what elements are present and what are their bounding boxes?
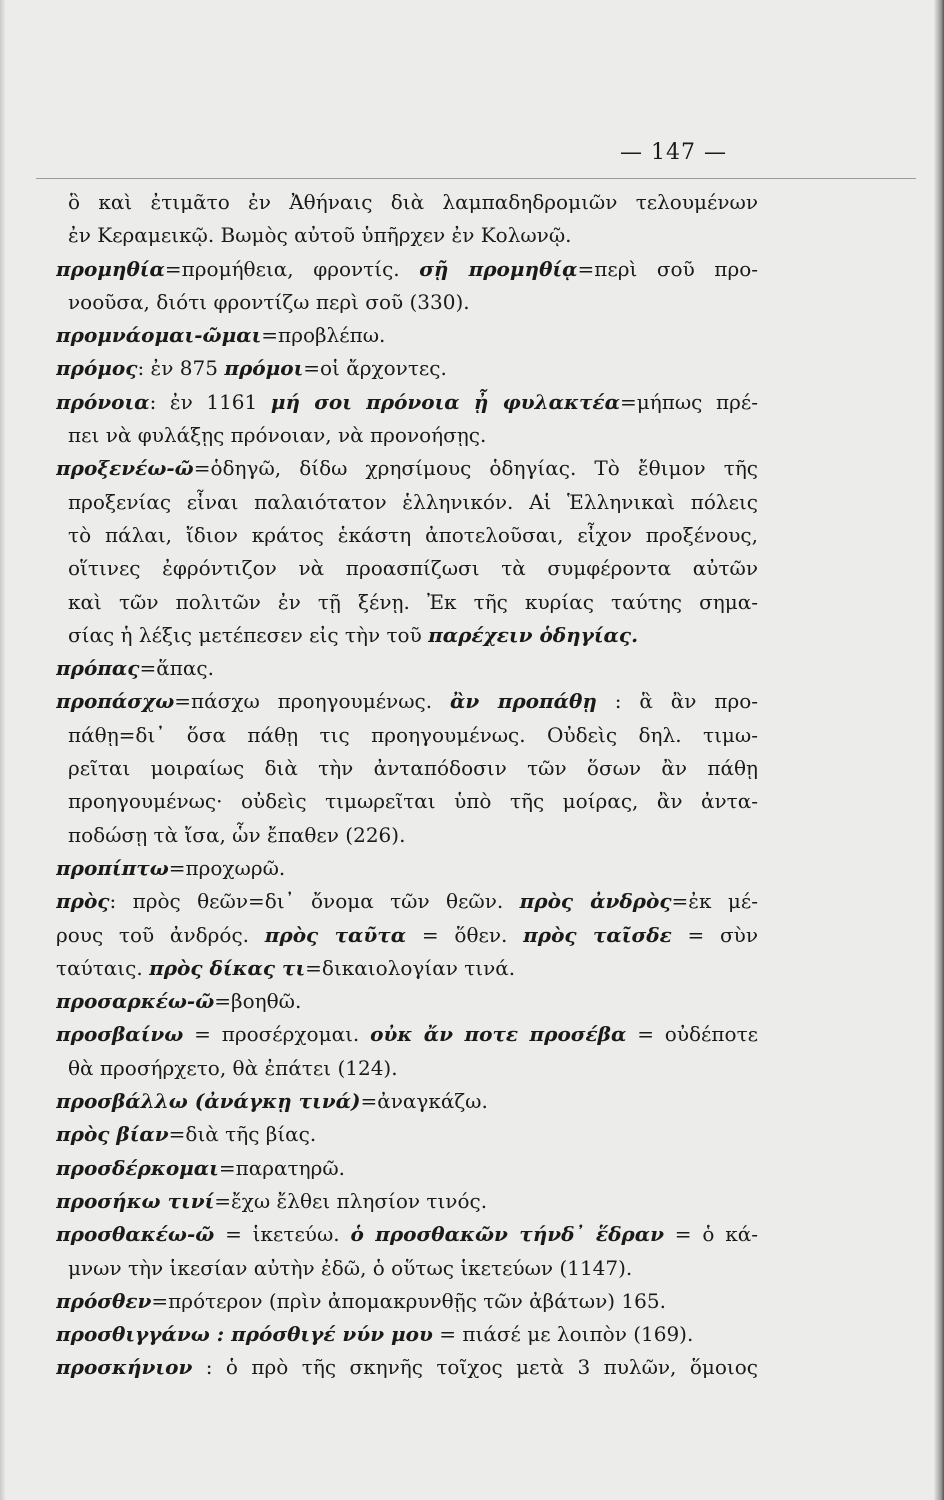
gloss-text: =ἅπας. — [139, 656, 214, 681]
headword: σῇ προμηθίᾳ — [419, 256, 578, 281]
gloss-text: =οἱ ἄρχοντες. — [303, 356, 447, 381]
text-line — [56, 652, 758, 685]
gloss-text: = οὐδέποτε — [626, 1022, 758, 1047]
headword: προσήκω τινί — [56, 1188, 215, 1213]
gloss-text: =προβλέπω. — [261, 323, 386, 348]
gloss-text: ταύταις. — [56, 955, 150, 980]
gloss-text: θὰ προσήρχετο, θὰ ἐπάτει (124). — [68, 1055, 398, 1080]
text-line — [56, 552, 758, 585]
headword: πρὸς βίαν — [56, 1122, 169, 1147]
headword: πρὸς — [56, 889, 110, 914]
gloss-text: : ἐν 875 — [137, 356, 225, 381]
text-line — [56, 852, 758, 885]
text-line — [56, 1052, 758, 1085]
text-line — [56, 985, 758, 1018]
gloss-text: =ἀναγκάζω. — [360, 1089, 488, 1114]
gloss-text: ἐν Κεραμεικῷ. Βωμὸς αὐτοῦ ὑπῆρχεν ἐν Κολωνῷ. — [68, 223, 572, 248]
gloss-text: πάθῃ=δι᾽ ὅσα πάθῃ τις προηγουμένως. Οὐδεὶς δηλ. τιμω- — [68, 722, 758, 747]
gloss-text: =διὰ τῆς βίας. — [168, 1122, 317, 1147]
gloss-text: ποδώσῃ τὰ ἴσα, ὧν ἔπαθεν (226). — [68, 822, 406, 847]
headword: προσθιγγάνω : πρόσθιγέ νύν μου — [56, 1322, 433, 1347]
text-line — [56, 619, 758, 652]
text-line — [56, 519, 758, 552]
text-line — [56, 352, 758, 385]
text-line — [56, 319, 758, 352]
gloss-text: πει νὰ φυλάξῃς πρόνοιαν, νὰ προνοήσῃς. — [68, 423, 487, 448]
text-line — [56, 1118, 758, 1151]
gloss-text: οἵτινες ἐφρόντιζον νὰ προασπίζωσι τὰ συμφέροντα αὐτῶν — [68, 556, 758, 581]
headword: ἂν προπάθῃ — [449, 689, 597, 714]
headword: πρὸς ταῦτα — [264, 922, 407, 947]
gloss-text: =περὶ σοῦ προ- — [577, 256, 758, 281]
headword: μή σοι πρόνοια ᾖ φυλακτέα — [270, 389, 620, 414]
gloss-text: =προμήθεια, φροντίς. — [164, 256, 420, 281]
text-line — [56, 719, 758, 752]
gloss-text: =μήπως πρέ- — [619, 389, 758, 414]
text-line — [56, 1351, 758, 1384]
text-line — [56, 752, 758, 785]
gloss-text: =πρότερον (πρὶν ἀπομακρυνθῇς τῶν ἀβάτων) 165. — [151, 1288, 666, 1313]
gloss-text: : ἃ ἂν προ- — [596, 689, 758, 714]
gloss-text: =δικαιολογίαν τινά. — [305, 955, 516, 980]
headword: πρὸς ταῖσδε — [523, 922, 672, 947]
gloss-text: =παρατηρῶ. — [218, 1155, 346, 1180]
text-line — [56, 1218, 758, 1251]
headword: ὁ προσθακῶν τήνδ᾽ ἕδραν — [350, 1222, 664, 1247]
gloss-text: ὃ καὶ ἐτιμᾶτο ἐν Ἀθήναις διὰ λαμπαδηδρομιῶν τελουμένων — [68, 190, 758, 214]
headword: πρόσθεν — [56, 1288, 152, 1313]
text-line — [56, 586, 758, 619]
text-line — [56, 186, 758, 219]
headword: πρόμοι — [224, 356, 304, 381]
gloss-text: = σὺν — [671, 922, 758, 947]
text-line — [56, 819, 758, 852]
headword: παρέχειν ὁδηγίας. — [428, 622, 639, 647]
gloss-text: ρεῖται μοιραίως διὰ τὴν ἀνταπόδοσιν τῶν ὅσων ἂν πάθῃ — [68, 756, 758, 781]
headword: πρὸς δίκας τι — [149, 955, 306, 980]
text-line — [56, 286, 758, 319]
gloss-text: νοοῦσα, διότι φροντίζω περὶ σοῦ (330). — [68, 289, 470, 314]
headword: προσβάλλω (ἀνάγκῃ τινά) — [56, 1089, 361, 1114]
text-line — [56, 1318, 758, 1351]
gloss-text: = προσέρχομαι. — [183, 1022, 371, 1047]
gloss-text: = ἱκετεύω. — [214, 1222, 351, 1247]
header-rule — [36, 178, 916, 179]
text-line — [56, 452, 758, 485]
gloss-text: προηγουμένως· οὐδεὶς τιμωρεῖται ὑπὸ τῆς μοίρας, ἂν ἀντα- — [68, 789, 758, 814]
gloss-text: = ὁ κά- — [664, 1222, 758, 1247]
gloss-text: μνων τὴν ἱκεσίαν αὐτὴν ἐδῶ, ὁ οὕτως ἱκετεύων (1147). — [68, 1255, 633, 1280]
headword: προσθακέω-ῶ — [56, 1222, 215, 1247]
text-line — [56, 486, 758, 519]
glossary-text — [56, 186, 758, 1385]
headword: πρὸς ἀνδρὸς — [519, 889, 672, 914]
headword: πρόπας — [56, 656, 140, 681]
headword: προμνάομαι-ῶμαι — [56, 323, 262, 348]
text-line — [56, 253, 758, 286]
page-left-shadow — [0, 0, 6, 1500]
headword: πρόνοια — [56, 389, 150, 414]
text-line — [56, 1252, 758, 1285]
gloss-text: =ὁδηγῶ, δίδω χρησίμους ὁδηγίας. Τὸ ἔθιμον τῆς — [193, 456, 758, 481]
headword: προπίπτω — [56, 855, 169, 880]
headword: πρόμος — [56, 356, 138, 381]
text-line — [56, 1085, 758, 1118]
page-right-edge — [934, 0, 944, 1500]
text-line — [56, 885, 758, 918]
gloss-text: καὶ τῶν πολιτῶν ἐν τῇ ξένῃ. Ἐκ τῆς κυρίας ταύτης σημα- — [68, 589, 758, 614]
gloss-text: προξενίας εἶναι παλαιότατον ἑλληνικόν. Αἱ Ἑλληνικαὶ πόλεις — [68, 489, 758, 514]
text-line — [56, 952, 758, 985]
text-line — [56, 419, 758, 452]
headword: προσαρκέω-ῶ — [56, 989, 215, 1014]
text-line — [56, 219, 758, 252]
text-line — [56, 1018, 758, 1051]
headword: προξενέω-ῶ — [56, 456, 194, 481]
text-line — [56, 785, 758, 818]
gloss-text: : ὁ πρὸ τῆς σκηνῆς τοῖχος μετὰ 3 πυλῶν, ὅμοιος — [192, 1355, 758, 1380]
gloss-text: =ἐκ μέ- — [671, 889, 758, 914]
headword: οὐκ ἄν ποτε προσέβα — [370, 1022, 627, 1047]
gloss-text: : ἐν 1161 — [149, 389, 271, 414]
text-line — [56, 1152, 758, 1185]
gloss-text: σίας ἡ λέξις μετέπεσεν εἰς τὴν τοῦ — [68, 622, 429, 647]
text-line — [56, 685, 758, 718]
gloss-text: =πάσχω προηγουμένως. — [174, 689, 450, 714]
gloss-text: ρους τοῦ ἀνδρός. — [56, 922, 265, 947]
text-line — [56, 919, 758, 952]
headword: προσκήνιον — [56, 1355, 193, 1380]
headword: προπάσχω — [56, 689, 175, 714]
gloss-text: =ἔχω ἔλθει πλησίον τινός. — [214, 1188, 488, 1213]
page-number: — 147 — — [620, 140, 727, 165]
gloss-text: = ὅθεν. — [406, 922, 524, 947]
gloss-text: τὸ πάλαι, ἴδιον κράτος ἑκάστη ἀποτελοῦσαι, εἶχον προξένους, — [68, 522, 758, 547]
headword: προσδέρκομαι — [56, 1155, 219, 1180]
gloss-text: =προχωρῶ. — [168, 855, 286, 880]
text-line — [56, 1185, 758, 1218]
gloss-text: =βοηθῶ. — [214, 989, 302, 1014]
gloss-text: = πιάσέ με λοιπὸν (169). — [432, 1322, 694, 1347]
headword: προμηθία — [56, 256, 165, 281]
gloss-text: : πρὸς θεῶν=δι᾽ ὄνομα τῶν θεῶν. — [109, 889, 520, 914]
headword: προσβαίνω — [56, 1022, 184, 1047]
text-line — [56, 1285, 758, 1318]
text-line — [56, 386, 758, 419]
